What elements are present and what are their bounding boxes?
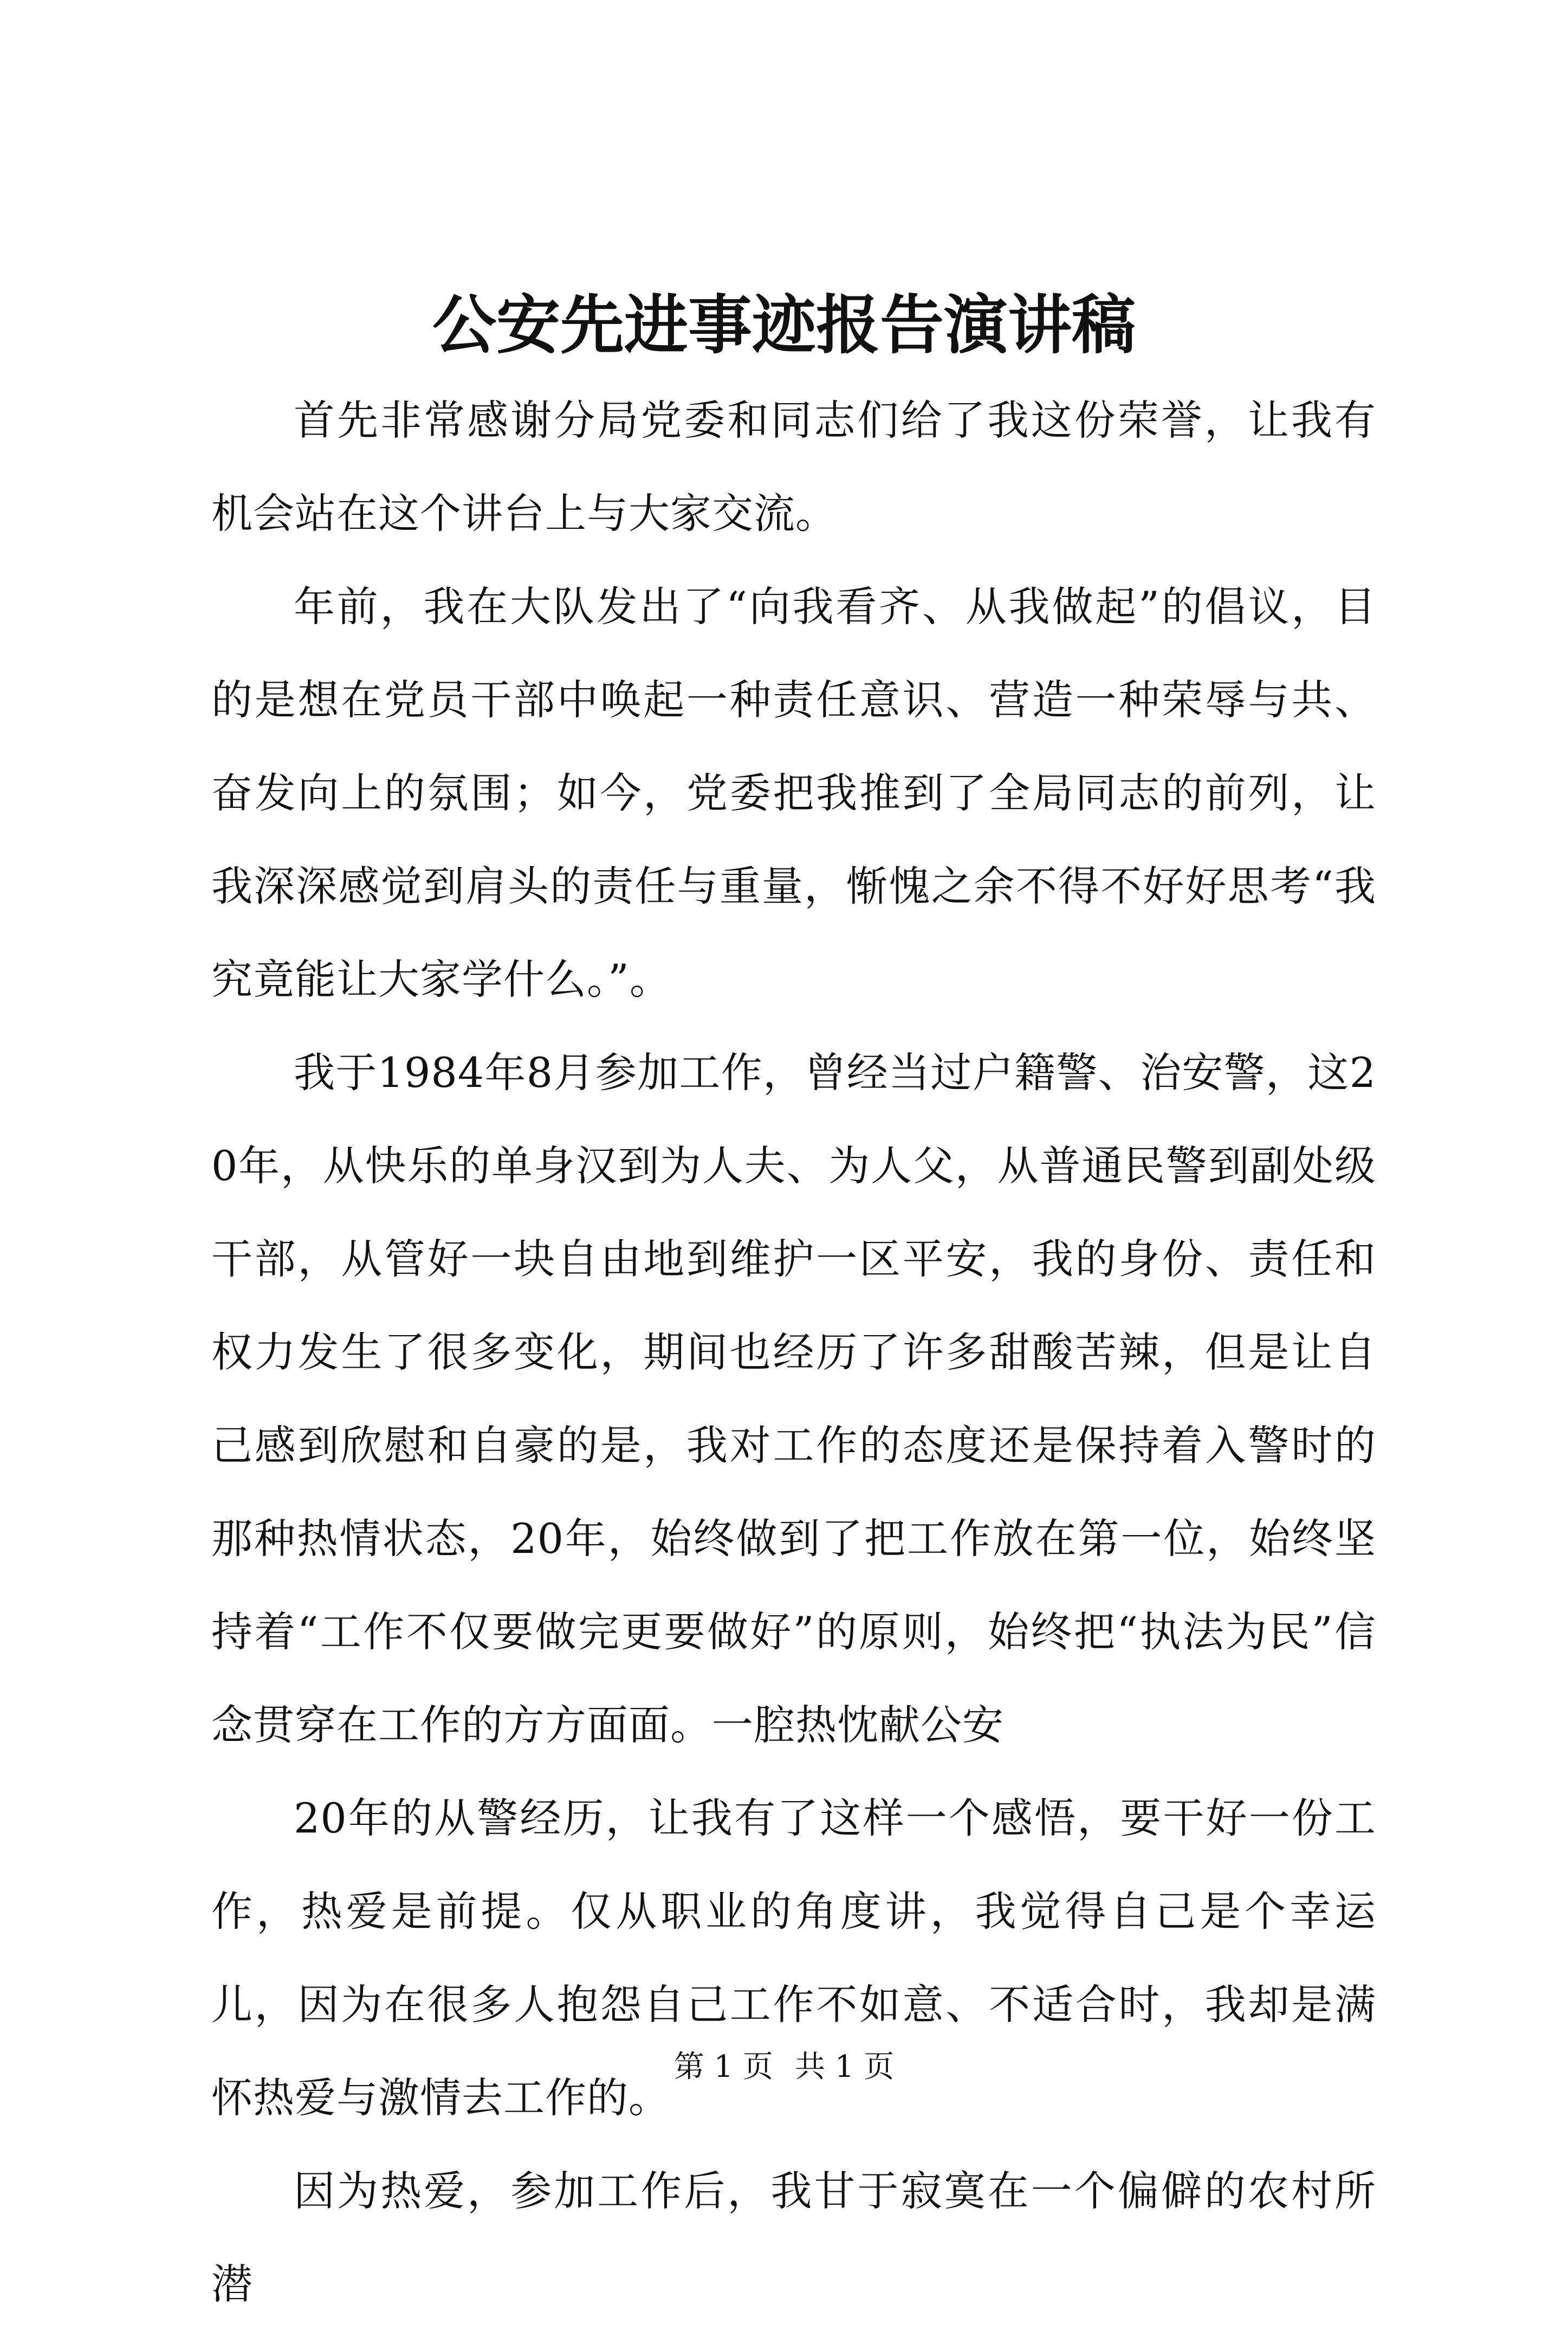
paragraph-2: 年前，我在大队发出了“向我看齐、从我做起”的倡议，目的是想在党员干部中唤起一种责任意识、营造一种荣辱与共、奋发向上的氛围；如今，党委把我推到了全局同志的前列，让我深深感觉到肩头的责任与重量，惭愧之余不得不好好思考“我究竟能让大家学什么。”。 bbox=[211, 582, 1376, 1003]
paragraph-1: 首先非常感谢分局党委和同志们给了我这份荣誉，让我有机会站在这个讲台上与大家交流。 bbox=[211, 396, 1376, 538]
page-footer bbox=[0, 2045, 1568, 2089]
page-total: 共 1 页 bbox=[795, 2049, 895, 2084]
document-title: 公安先进事迹报告演讲稿 bbox=[432, 287, 1136, 362]
paragraph-4: 20年的从警经历，让我有了这样一个感悟，要干好一份工作，热爱是前提。仅从职业的角度讲，我觉得自己是个幸运儿，因为在很多人抱怨自己工作不如意、不适合时，我却是满怀热爱与激情去工作的。 bbox=[211, 1794, 1376, 2122]
paragraph-3: 我于1984年8月参加工作，曾经当过户籍警、治安警，这20年，从快乐的单身汉到为人夫、为人父，从普通民警到副处级干部，从管好一块自由地到维护一区平安，我的身份、责任和权力发生了很多变化，期间也经历了许多甜酸苦辣，但是让自己感到欣慰和自豪的是，我对工作的态度还是保持着入警时的那种热情状态，20年，始终做到了把工作放在第一位，始终坚持着“工作不仅要做完更要做好”的原则，始终把“执法为民”信念贯穿在工作的方方面面。一腔热忱献公安 bbox=[211, 1048, 1376, 1749]
page-number: 第 1 页 bbox=[673, 2049, 773, 2084]
document-body bbox=[211, 374, 1376, 2331]
paragraph-5: 因为热爱，参加工作后，我甘于寂寞在一个偏僻的农村所潜 bbox=[211, 2167, 1376, 2308]
